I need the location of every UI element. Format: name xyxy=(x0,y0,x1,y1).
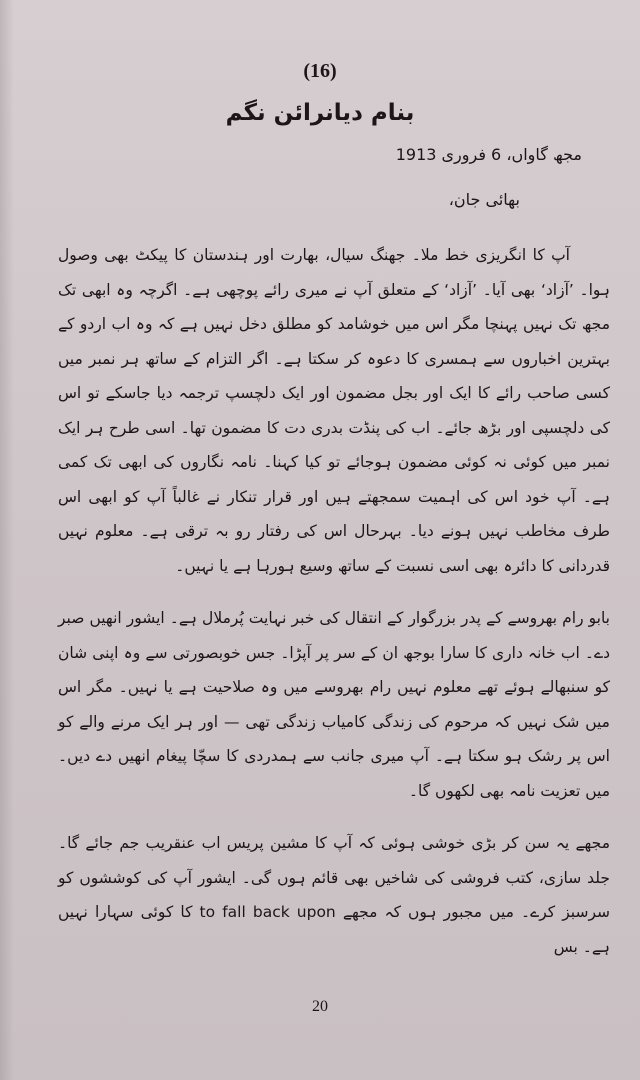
paragraph-2: بابو رام بھروسے کے پدر بزرگوار کے انتقال کی خبر نہایت پُرملال ہے۔ ایشور انھیں صبر دے۔ اب خانہ داری کا سارا بوجھ ان کے سر پر آپڑا۔ جس خوبصورتی سے وہ اپنی شان کو سنبھالے ہوئے تھے معلوم نہیں رام بھروسے میں وہ صلاحیت ہے یا نہیں۔ مگر اس میں شک نہیں کہ مرحوم کی زندگی کامیاب زندگی تھی — اور ہر ایک مرنے والے کو اس پر رشک ہو سکتا ہے۔ آپ میری جانب سے ہمدردی کا سچّا پیغام انھیں دے دیں۔ میں تعزیت نامہ بھی لکھوں گا۔ xyxy=(58,609,610,800)
paragraph-3: مجھے یہ سن کر بڑی خوشی ہوئی کہ آپ کا مشین پریس اب عنقریب جم جائے گا۔ جلد سازی، کتب فروشی کی شاخیں بھی قائم ہوں گی۔ ایشور آپ کی کوششوں کو سرسبز کرے۔ میں مجبور ہوں کہ مجھے to fall back upon کا کوئی سہارا نہیں ہے۔ بس xyxy=(58,834,610,956)
salutation: بھائی جان، xyxy=(448,190,520,209)
letter-title: بنام دیانرائن نگم xyxy=(225,100,415,126)
letter-number: (16) xyxy=(303,60,337,82)
paragraph-1: آپ کا انگریزی خط ملا۔ جھنگ سیال، بھارت اور ہندستان کا پیکٹ بھی وصول ہوا۔ ’آزاد‘ بھی آیا۔ ’آزاد‘ کے متعلق آپ نے میری رائے پوچھی ہے۔ اگرچہ وہ ابھی تک مجھ تک نہیں پہنچا مگر اس میں خوشامد کو مطلق دخل نہیں ہے کہ وہ اب اردو کے بہترین اخباروں سے ہمسری کا دعوہ کر سکتا ہے۔ اگر التزام کے ساتھ ہر نمبر میں کسی صاحب رائے کا ایک اور بجل مضمون اور ایک دلچسپ ترجمہ دیا جاسکے تو اس کی دلچسپی اور بڑھ جائے۔ اب کی پنڈت بدری دت کا مضمون تھا۔ اسی طرح ہر ایک نمبر میں کوئی نہ کوئی مضمون ہوجائے تو کیا کہنا۔ نامہ نگاروں کی ابھی تک کمی ہے۔ آپ خود اس کی اہمیت سمجھتے ہیں اور قرار تنکار نے غالباً آپ کو ابھی اس طرف مخاطب نہیں ہونے دیا۔ بہرحال اس کی رفتار رو بہ ترقی ہے۔ معلوم نہیں قدردانی کا دائرہ بھی اسی نسبت کے ساتھ وسیع ہورہا ہے یا نہیں۔ xyxy=(58,246,610,575)
page-number: 20 xyxy=(312,998,328,1015)
dateline: مجھ گاواں، 6 فروری 1913 xyxy=(395,145,582,164)
letter-body xyxy=(58,238,610,964)
